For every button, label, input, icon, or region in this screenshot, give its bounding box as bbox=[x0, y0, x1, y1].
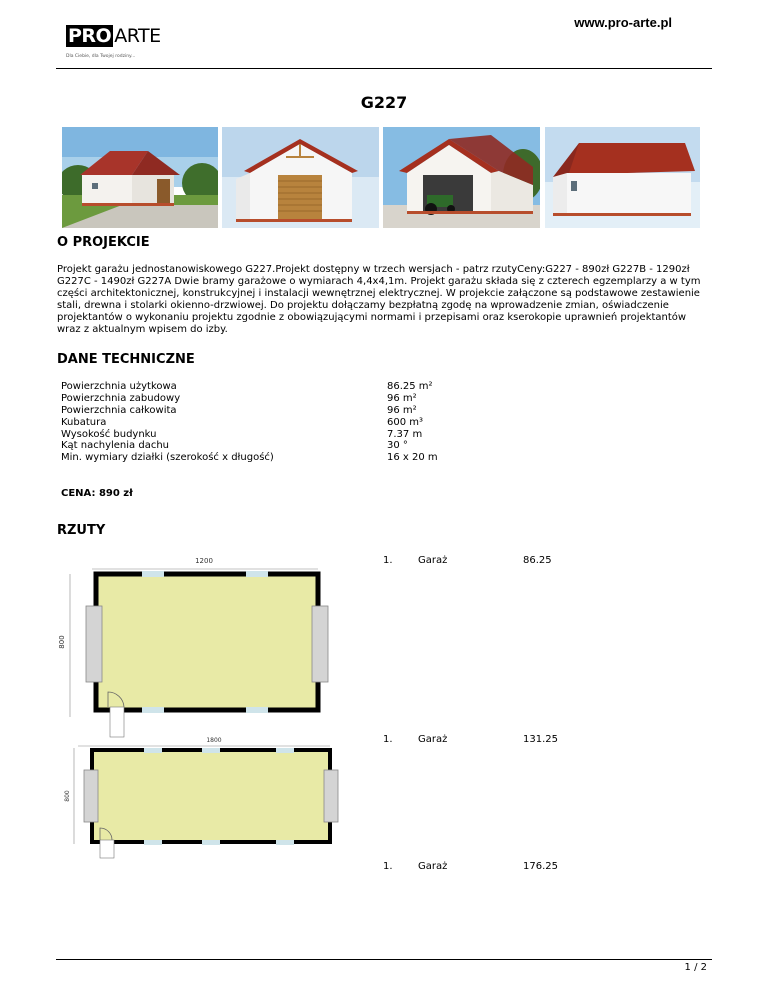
plan1-width-dim: 1200 bbox=[195, 557, 213, 565]
tech-value: 600 m³ bbox=[387, 416, 424, 428]
tech-row bbox=[61, 440, 408, 452]
garage-photo-open-door bbox=[383, 127, 540, 228]
tech-row bbox=[61, 404, 417, 417]
tech-row bbox=[61, 392, 417, 405]
tech-value: 96 m² bbox=[387, 404, 417, 416]
logo-tagline: Dla Ciebie, dla Twojej rodziny... bbox=[66, 54, 136, 59]
room-num: 1. bbox=[383, 555, 393, 566]
tech-row bbox=[61, 416, 424, 429]
page-number: 1 / 2 bbox=[684, 962, 707, 973]
room-name: Garaż bbox=[418, 555, 448, 566]
header-divider bbox=[56, 68, 712, 69]
tech-value: 7.37 m bbox=[387, 428, 423, 440]
room-area: 86.25 bbox=[523, 555, 552, 566]
garage-photo-side bbox=[545, 127, 700, 228]
room-num: 1. bbox=[383, 734, 393, 745]
garage-photo-front bbox=[222, 127, 379, 228]
floor-plan-1 bbox=[56, 552, 346, 752]
page-title: G227 bbox=[360, 93, 408, 112]
room-num: 1. bbox=[383, 861, 393, 872]
tech-label: Kąt nachylenia dachu bbox=[61, 440, 170, 452]
tech-label: Wysokość budynku bbox=[61, 428, 157, 440]
site-url[interactable]: www.pro-arte.pl bbox=[574, 15, 672, 30]
about-text: Projekt garażu jednostanowiskowego G227.Projekt dostępny w trzech wersjach - patrz rzutyCeny:G227 - 890zł G227B - 1290zł G227C - 1490zł G227A Dwie bramy garażowe o wymiarach 4,4x4,1m. Projekt garażu składa się z czterech egzemplarzy a w tym części architektonicznej, konstrukcyjnej i instalacji wewnętrznej elektrycznej. W projekcie załączone są podstawowe zestawienie stali, drewna i stolarki okienno-drzwiowej. Do projektu dołączamy bezpłatną zgodę na wprowadzenie zmian, oświadczenie projektantów o wykonaniu projektu zgodnie z obowiązującymi normami i przepisami oraz kserokopie uprawnień projektantów wraz z aktualnym wpisem do izby. bbox=[57, 264, 701, 335]
tech-label: Powierzchnia użytkowa bbox=[61, 381, 177, 392]
tech-label: Powierzchnia całkowita bbox=[61, 404, 177, 416]
floor-plan-2 bbox=[56, 734, 346, 864]
tech-value: 16 x 20 m bbox=[387, 452, 438, 464]
plan2-width-dim: 1800 bbox=[206, 737, 222, 744]
price: CENA: 890 zł bbox=[61, 488, 133, 499]
garage-photo-front-left bbox=[62, 127, 218, 228]
tech-value: 86.25 m² bbox=[387, 381, 433, 392]
tech-value: 30 ° bbox=[387, 440, 408, 452]
tech-label: Kubatura bbox=[61, 416, 107, 428]
tech-row bbox=[61, 428, 423, 441]
room-area: 131.25 bbox=[523, 734, 558, 745]
room-area: 176.25 bbox=[523, 861, 558, 872]
footer-divider bbox=[56, 959, 712, 960]
tech-label: Min. wymiary działki (szerokość x długość) bbox=[61, 452, 274, 464]
plan2-height-dim: 800 bbox=[64, 790, 71, 802]
tech-heading: DANE TECHNICZNE bbox=[57, 352, 195, 367]
tech-table bbox=[61, 381, 438, 464]
tech-row bbox=[61, 381, 433, 393]
plan1-height-dim: 800 bbox=[58, 635, 66, 649]
tech-value: 96 m² bbox=[387, 392, 417, 404]
rzuty-heading: RZUTY bbox=[57, 523, 106, 538]
room-name: Garaż bbox=[418, 734, 448, 745]
tech-label: Powierzchnia zabudowy bbox=[61, 392, 181, 404]
tech-row bbox=[61, 452, 438, 464]
pro-arte-logo bbox=[66, 24, 166, 64]
about-heading: O PROJEKCIE bbox=[57, 235, 150, 250]
logo-arte-text: ARTE bbox=[114, 25, 161, 47]
logo-pro-text: PRO bbox=[68, 25, 112, 47]
room-name: Garaż bbox=[418, 861, 448, 872]
